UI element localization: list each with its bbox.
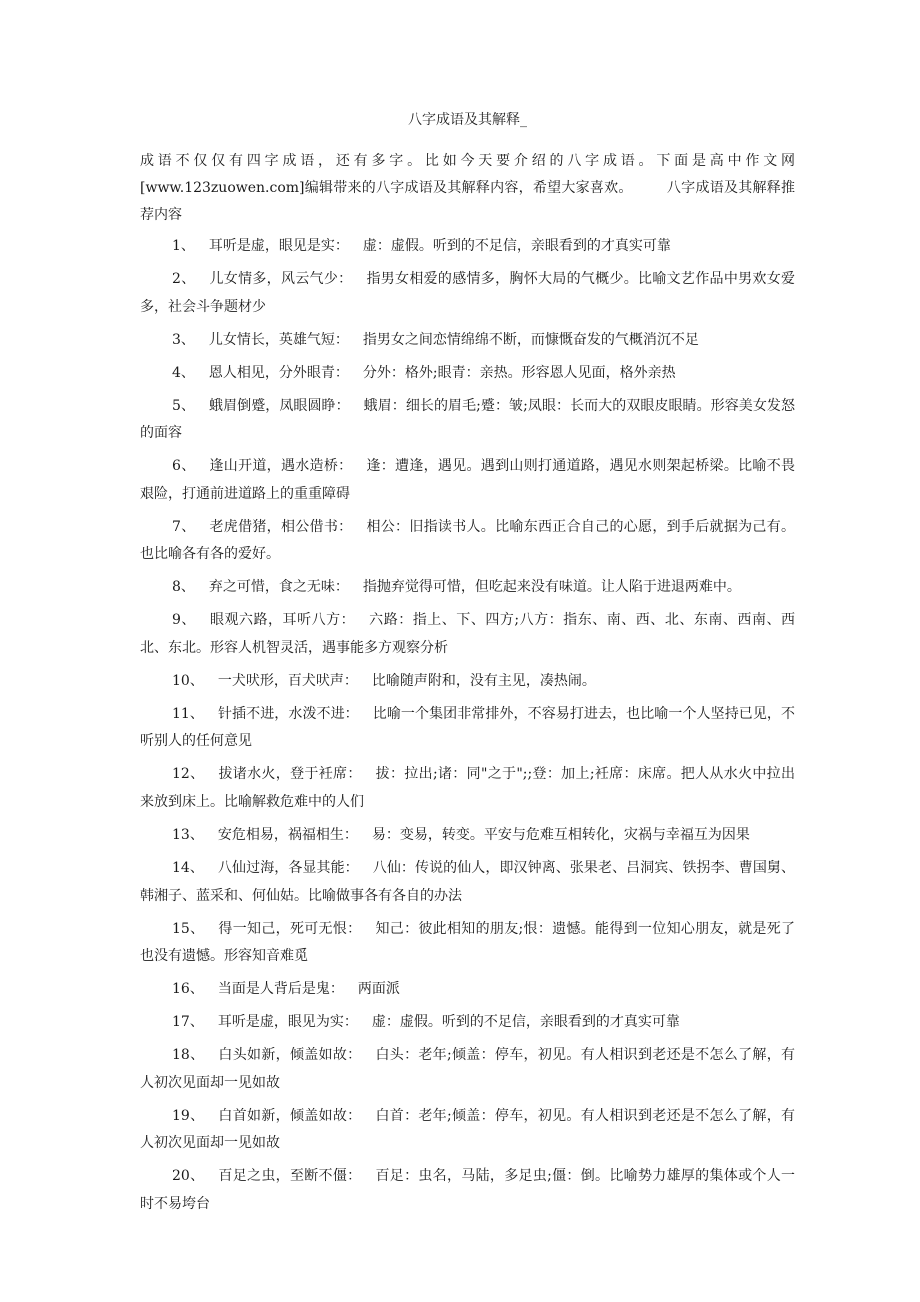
idiom-number: 4、 xyxy=(172,364,195,381)
idiom-entry xyxy=(140,822,795,850)
intro-text: 成语不仅仅有四字成语，还有多字。比如今天要介绍的八字成语。下面是高中作文网[www.123zuowen.com]编辑带来的八字成语及其解释内容，希望大家喜欢。 xyxy=(140,153,795,196)
idiom-number: 2、 xyxy=(172,270,196,287)
idiom-explanation: 虚：虚假。听到的不足信，亲眼看到的才真实可靠 xyxy=(362,238,671,254)
idiom-entry xyxy=(140,266,795,321)
idiom-number: 1、 xyxy=(172,238,195,254)
idiom-phrase: 恩人相见，分外眼青： xyxy=(208,364,349,381)
idiom-number: 18、 xyxy=(172,1047,205,1064)
idiom-explanation: 八仙：传说的仙人，即汉钟离、张果老、吕洞宾、铁拐李、曹国舅、韩湘子、蓝采和、何仙姑。比喻做事各有各自的办法 xyxy=(140,859,796,904)
idiom-explanation: 相公：旧指读书人。比喻东西正合自己的心愿，到手后就据为己有。也比喻各有各的爱好。 xyxy=(140,518,795,563)
idiom-phrase: 儿女情多，风云气少： xyxy=(209,270,353,287)
idiom-explanation: 六路：指上、下、四方;八方：指东、南、西、北、东南、西南、西北、东北。形容人机智灵活，遇事能多方观察分析 xyxy=(140,612,795,656)
idiom-number: 19、 xyxy=(172,1107,205,1124)
idiom-entry xyxy=(140,761,795,816)
idiom-entry xyxy=(140,1103,795,1158)
idiom-explanation: 拔：拉出;诸：同"之于";;登：加上;衽席：床席。把人从水火中拉出来放到床上。比喻解救危难中的人们 xyxy=(140,766,796,810)
idiom-phrase: 蛾眉倒蹙，凤眼圆睁： xyxy=(209,397,350,414)
idiom-explanation: 百足：虫名，马陆，多足虫;僵：倒。比喻势力雄厚的集体或个人一时不易垮台 xyxy=(140,1168,795,1212)
idiom-number: 14、 xyxy=(172,859,204,876)
idiom-number: 7、 xyxy=(172,518,196,535)
idiom-explanation: 白头：老年;倾盖：停车，初见。有人相识到老还是不怎么了解，有人初次见面却一见如故 xyxy=(140,1047,795,1091)
idiom-number: 6、 xyxy=(172,458,196,475)
idiom-entry xyxy=(140,668,795,696)
idiom-phrase: 得一知己，死可无恨： xyxy=(218,920,362,937)
idiom-entry xyxy=(140,1009,795,1037)
idiom-phrase: 一犬吠形，百犬吠声： xyxy=(217,672,358,689)
idiom-number: 9、 xyxy=(172,612,196,629)
idiom-phrase: 百足之虫，至断不僵： xyxy=(218,1168,362,1185)
idiom-phrase: 当面是人背后是鬼： xyxy=(217,981,344,998)
idiom-number: 15、 xyxy=(172,920,205,937)
idiom-entry xyxy=(140,976,795,1004)
idiom-explanation: 蛾眉：细长的眉毛;蹙：皱;凤眼：长而大的双眼皮眼睛。形容美女发怒的面容 xyxy=(140,397,795,442)
idiom-entry xyxy=(140,514,795,569)
idiom-explanation: 易：变易，转变。平安与危难互相转化，灾祸与幸福互为因果 xyxy=(371,826,750,843)
idiom-number: 3、 xyxy=(172,331,195,348)
idiom-phrase: 白首如新，倾盖如故： xyxy=(218,1107,362,1124)
idiom-entry xyxy=(140,453,795,508)
idiom-entry xyxy=(140,360,795,388)
idiom-number: 16、 xyxy=(172,981,204,998)
idiom-entry xyxy=(140,327,795,355)
idiom-number: 10、 xyxy=(172,672,204,689)
idiom-entry xyxy=(140,855,795,910)
idiom-explanation: 比喻一个集团非常排外，不容易打进去，也比喻一个人坚持已见，不听别人的任何意见 xyxy=(140,705,796,750)
idiom-entry xyxy=(140,701,795,756)
idiom-entry xyxy=(140,233,795,261)
idiom-explanation: 虚：虚假。听到的不足信，亲眼看到的才真实可靠 xyxy=(371,1014,680,1031)
idiom-phrase: 安危相易，祸福相生： xyxy=(217,826,358,843)
idiom-number: 11、 xyxy=(172,705,204,722)
idiom-phrase: 耳听是虚，眼见是实： xyxy=(208,238,349,254)
document-page xyxy=(140,110,795,1224)
idiom-number: 20、 xyxy=(172,1168,205,1185)
idiom-entry xyxy=(140,916,795,971)
idiom-number: 5、 xyxy=(172,397,196,414)
idiom-explanation: 比喻随声附和，没有主见，凑热闹。 xyxy=(371,672,596,689)
idiom-explanation: 逢：遭逢，遇见。遇到山则打通道路，遇见水则架起桥梁。比喻不畏艰险，打通前进道路上的重重障碍 xyxy=(140,458,795,502)
idiom-phrase: 眼观六路，耳听八方： xyxy=(209,612,356,629)
idiom-number: 17、 xyxy=(172,1014,204,1031)
idiom-explanation: 指男女之间恋情绵绵不断，而慷慨奋发的气概消沉不足 xyxy=(362,331,699,348)
idiom-phrase: 八仙过海，各显其能： xyxy=(217,859,359,876)
idiom-entry xyxy=(140,574,795,602)
idiom-phrase: 白头如新，倾盖如故： xyxy=(218,1047,362,1064)
idiom-explanation: 指抛弃觉得可惜，但吃起来没有味道。让人陷于进退两难中。 xyxy=(362,579,741,596)
idiom-number: 8、 xyxy=(172,579,195,596)
idiom-explanation: 知己：彼此相知的朋友;恨：遗憾。能得到一位知心朋友，就是死了也没有遗憾。形容知音难觅 xyxy=(140,920,795,965)
idiom-explanation: 白首：老年;倾盖：停车，初见。有人相识到老还是不怎么了解，有人初次见面却一见如故 xyxy=(140,1107,795,1152)
document-title: 八字成语及其解释_ xyxy=(408,112,527,128)
idiom-entry xyxy=(140,393,795,448)
idiom-entry xyxy=(140,607,795,662)
intro-paragraph xyxy=(140,148,795,229)
idiom-entry xyxy=(140,1042,795,1097)
idiom-phrase: 针插不进，水泼不进： xyxy=(217,705,359,722)
idiom-number: 12、 xyxy=(172,766,205,783)
idiom-explanation: 分外：格外;眼青：亲热。形容恩人见面，格外亲热 xyxy=(362,364,676,381)
idiom-phrase: 儿女情长，英雄气短： xyxy=(208,331,349,348)
intro-recommend-text: 八字成语及其解释推荐内容 xyxy=(140,180,795,223)
idiom-explanation: 指男女相爱的感情多，胸怀大局的气概少。比喻文艺作品中男欢女爱多，社会斗争题材少 xyxy=(140,270,795,315)
idiom-phrase: 耳听是虚，眼见为实： xyxy=(217,1014,358,1031)
idiom-phrase: 弃之可惜，食之无味： xyxy=(208,579,349,596)
idiom-phrase: 拔诸水火，登于衽席： xyxy=(218,766,362,783)
idiom-list xyxy=(140,233,795,1218)
idiom-number: 13、 xyxy=(172,826,204,843)
idiom-phrase: 逢山开道，遇水造桥： xyxy=(209,458,353,475)
idiom-entry xyxy=(140,1163,795,1218)
idiom-explanation: 两面派 xyxy=(357,981,400,998)
idiom-phrase: 老虎借猪，相公借书： xyxy=(209,518,353,535)
